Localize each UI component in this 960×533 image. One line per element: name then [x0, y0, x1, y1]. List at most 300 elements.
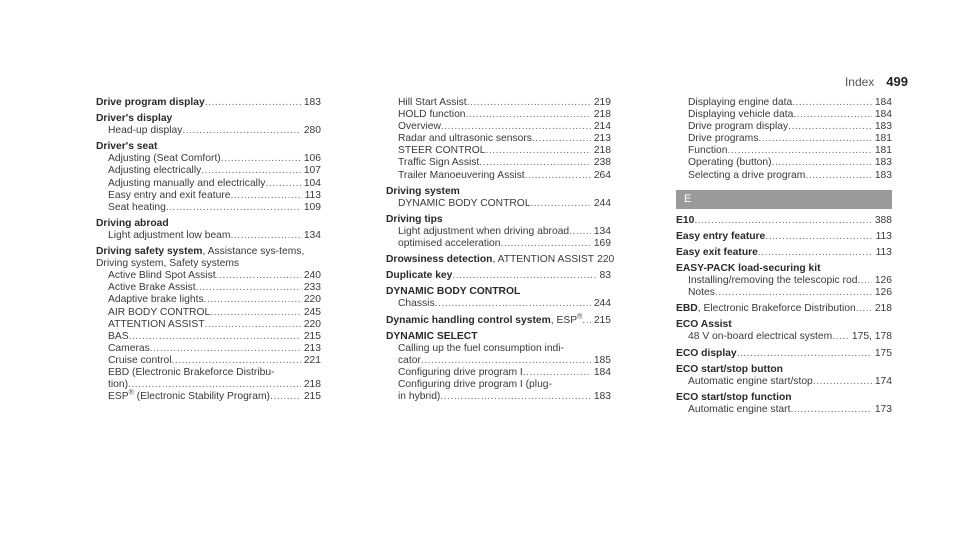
page-reference: 109: [303, 201, 321, 213]
subentry-term-rest: (Electronic Stability Program): [133, 391, 270, 403]
page-reference: 183: [874, 121, 892, 133]
page-reference: 184: [874, 97, 892, 108]
entry-text: [688, 170, 805, 182]
leader-dots: [857, 275, 871, 287]
index-subentry: [96, 230, 321, 242]
page-reference: 183: [593, 391, 611, 403]
page-reference: 83: [599, 270, 611, 282]
entry-text: [108, 282, 196, 294]
index-entry: [676, 392, 892, 404]
entry-term: ECO Assist: [676, 319, 732, 331]
leader-dots: [265, 178, 300, 190]
leader-dots: [728, 145, 872, 157]
entry-reference: , Electronic Brakeforce Distribution: [697, 303, 856, 315]
entry-text: [688, 376, 813, 388]
page-reference: 280: [303, 125, 321, 137]
leader-dots: [790, 404, 871, 416]
leader-dots: [196, 282, 301, 294]
entry-text: [96, 246, 304, 269]
index-subentry: [386, 97, 611, 109]
leader-dots: [813, 376, 872, 388]
subentry-term: EBD (Electronic Brakeforce Distribu-: [108, 366, 275, 378]
leader-dots: [128, 379, 301, 391]
entry-text: [108, 190, 231, 202]
entry-text: [676, 392, 792, 404]
entry-text: [676, 215, 694, 227]
index-subentry: [96, 153, 321, 165]
entry-text: [398, 238, 500, 250]
leader-dots: [569, 226, 591, 238]
index-subentry: [676, 133, 892, 145]
index-entry: [386, 315, 611, 327]
page-reference: 218: [303, 379, 321, 391]
entry-text: [398, 109, 466, 121]
page-reference: 244: [593, 298, 611, 310]
entry-text: [688, 331, 832, 343]
leader-dots: [231, 190, 302, 202]
leader-dots: [715, 287, 872, 299]
entry-text: [386, 214, 443, 226]
leader-dots: [205, 97, 301, 109]
index-subentry: [96, 355, 321, 367]
subentry-term: Easy entry and exit feature: [108, 189, 231, 201]
page-reference: 175: [874, 347, 892, 359]
entry-text: [398, 391, 440, 403]
subentry-term: Head-up display: [108, 125, 183, 137]
index-entry: [386, 331, 611, 343]
page-reference: 104: [303, 177, 321, 189]
leader-dots: [452, 270, 596, 282]
entry-text: [108, 379, 128, 391]
index-column-3: [676, 97, 892, 416]
page-reference: 220: [597, 254, 615, 266]
entry-term: Duplicate key: [386, 270, 453, 282]
index-entry: [386, 286, 611, 298]
page-reference: 233: [303, 282, 321, 294]
index-subentry: [386, 145, 611, 157]
subentry-term: Configuring drive program I (plug-: [398, 378, 552, 390]
index-entry: [96, 218, 321, 230]
entry-term: Driver's display: [96, 113, 173, 125]
entry-text: [108, 355, 172, 367]
index-subentry: [96, 294, 321, 306]
index-entry: [676, 215, 892, 227]
subentry-term: Hill Start Assist: [398, 97, 467, 108]
entry-text: [676, 319, 732, 331]
index-subentry: [386, 298, 611, 310]
entry-text: [688, 287, 715, 299]
subentry-term: Operating (button): [688, 157, 772, 169]
registered-mark: ®: [577, 313, 583, 321]
leader-dots: [694, 215, 871, 227]
index-subentry: [96, 391, 321, 403]
page-reference: 264: [593, 169, 611, 181]
entry-term: DYNAMIC BODY CONTROL: [386, 286, 521, 298]
leader-dots: [150, 343, 301, 355]
entry-text: [108, 165, 201, 177]
leader-dots: [523, 367, 591, 379]
index-subentry: [96, 319, 321, 331]
leader-dots: [486, 145, 591, 157]
page-reference: 240: [303, 270, 321, 282]
entry-text: [108, 230, 231, 242]
leader-dots: [435, 298, 591, 310]
subentry-term: Displaying vehicle data: [688, 109, 794, 121]
entry-term: Easy exit feature: [676, 246, 758, 258]
entry-text: [398, 157, 479, 169]
index-subentry: [96, 367, 321, 379]
index-subentry: [96, 282, 321, 294]
index-subentry: [386, 109, 611, 121]
index-entry: [96, 97, 321, 109]
page-reference: 134: [303, 229, 321, 241]
entry-text: [398, 97, 467, 109]
page-reference: 218: [593, 109, 611, 121]
entry-text: [96, 141, 157, 153]
entry-text: [108, 202, 166, 214]
entry-term: Dynamic handling control system: [386, 314, 551, 326]
subentry-term: Seat heating: [108, 201, 166, 213]
subentry-term: Active Brake Assist: [108, 282, 196, 294]
leader-dots: [172, 355, 301, 367]
entry-reference: , ATTENTION ASSIST: [492, 254, 595, 266]
entry-text: [688, 133, 758, 145]
entry-text: [386, 331, 478, 343]
entry-term: ECO display: [676, 347, 737, 359]
subentry-term: STEER CONTROL: [398, 145, 486, 157]
leader-dots: [758, 133, 871, 145]
entry-text: [676, 231, 765, 243]
subentry-term: Automatic engine start: [688, 403, 791, 415]
page-reference: 174: [874, 375, 892, 387]
subentry-term: Cameras: [108, 342, 150, 354]
subentry-term: DYNAMIC BODY CONTROL: [398, 197, 531, 209]
leader-dots: [793, 109, 871, 121]
page-reference: 238: [593, 157, 611, 169]
entry-term: EBD: [676, 303, 698, 315]
entry-text: [96, 97, 205, 109]
entry-text: [398, 298, 435, 310]
page-reference: 183: [874, 169, 892, 181]
subentry-term: Cruise control: [108, 354, 172, 366]
index-entry: [96, 113, 321, 125]
entry-term: Driving tips: [386, 213, 443, 225]
entry-term: Drowsiness detection: [386, 254, 493, 266]
index-entry: [386, 214, 611, 226]
index-subentry: [96, 125, 321, 137]
leader-dots: [270, 391, 301, 403]
index-subentry: [96, 307, 321, 319]
entry-text: [108, 307, 210, 319]
leader-dots: [582, 315, 591, 327]
page-reference: 219: [593, 97, 611, 108]
page-number: 499: [886, 74, 908, 89]
index-subentry: [386, 133, 611, 145]
page-reference: 185: [593, 354, 611, 366]
entry-text: [398, 367, 523, 379]
index-subentry: [386, 367, 611, 379]
index-subentry: [386, 391, 611, 403]
index-subentry: [676, 275, 892, 287]
entry-term: ECO start/stop function: [676, 391, 792, 403]
leader-dots: [216, 270, 301, 282]
index-subentry: [676, 97, 892, 109]
entry-text: [688, 157, 772, 169]
subentry-term: Calling up the fuel consumption indi-: [398, 342, 564, 354]
leader-dots: [805, 170, 871, 182]
entry-text: [688, 109, 793, 121]
entry-text: [398, 343, 564, 355]
page-reference: 215: [303, 330, 321, 342]
entry-text: [386, 254, 594, 266]
leader-dots: [792, 97, 872, 109]
index-entry: [96, 246, 321, 270]
leader-dots: [832, 331, 849, 343]
page-reference: 173: [874, 403, 892, 415]
leader-dots: [182, 125, 300, 137]
registered-mark: ®: [128, 389, 134, 397]
page-reference: 181: [874, 133, 892, 145]
entry-term: Driving system: [386, 185, 460, 197]
index-entry: [676, 348, 892, 360]
entry-term: DYNAMIC SELECT: [386, 330, 478, 342]
index-subentry: [386, 343, 611, 355]
page-reference: 245: [303, 306, 321, 318]
index-subentry: [386, 121, 611, 133]
subentry-term: BAS: [108, 330, 129, 342]
entry-term: Driving abroad: [96, 217, 169, 229]
leader-dots: [532, 133, 591, 145]
leader-dots: [440, 391, 590, 403]
subentry-term: Drive programs: [688, 133, 759, 145]
entry-text: [688, 97, 792, 109]
subentry-term: optimised acceleration: [398, 238, 501, 250]
leader-dots: [479, 157, 591, 169]
page-reference: 113: [304, 189, 321, 201]
page-reference: 169: [593, 238, 611, 250]
subentry-term: ESP: [108, 391, 129, 403]
leader-dots: [201, 165, 301, 177]
entry-text: [398, 170, 525, 182]
subentry-term: Adjusting electrically: [108, 165, 202, 177]
page-reference: 184: [593, 366, 611, 378]
index-subentry: [386, 226, 611, 238]
leader-dots: [788, 121, 872, 133]
index-entry: [676, 364, 892, 376]
subentry-term: Trailer Manoeuvering Assist: [398, 169, 525, 181]
page-reference: 388: [874, 214, 892, 226]
index-subentry: [386, 170, 611, 182]
index-entry: [96, 141, 321, 153]
index-subentry: [676, 145, 892, 157]
page-reference: 113: [875, 230, 892, 242]
entry-text: [108, 367, 275, 379]
subentry-term: Function: [688, 145, 728, 157]
entry-text: [398, 198, 531, 210]
entry-term: E10: [676, 214, 695, 226]
subentry-term: Drive program display: [688, 121, 789, 133]
index-subentry: [676, 331, 892, 343]
subentry-term: Automatic engine start/stop: [688, 375, 813, 387]
page-reference: 184: [874, 109, 892, 121]
leader-dots: [204, 294, 301, 306]
subentry-term: Selecting a drive program: [688, 169, 806, 181]
index-column-1: [96, 97, 321, 403]
index-subentry: [676, 170, 892, 182]
page-reference: 106: [303, 153, 321, 165]
subentry-term: Configuring drive program I: [398, 366, 523, 378]
entry-reference: , ESP: [550, 314, 578, 326]
entry-term: Drive program display: [96, 97, 205, 108]
leader-dots: [765, 231, 872, 243]
page-reference: 220: [303, 294, 321, 306]
index-entry: [676, 303, 892, 315]
index-entry: [386, 254, 615, 266]
entry-text: [398, 226, 569, 238]
page-reference: 215: [303, 391, 321, 403]
leader-dots: [856, 303, 872, 315]
subentry-term: cator: [398, 354, 421, 366]
entry-text: [386, 186, 460, 198]
page-reference: 221: [303, 354, 321, 366]
leader-dots: [205, 319, 301, 331]
entry-text: [108, 391, 270, 403]
index-subentry: [676, 109, 892, 121]
index-subentry: [96, 165, 321, 177]
entry-term: ECO start/stop button: [676, 363, 783, 375]
leader-dots: [466, 109, 591, 121]
page-reference: 218: [593, 145, 611, 157]
page-reference: 214: [593, 121, 611, 133]
index-subentry: [96, 190, 321, 202]
page-header: [845, 74, 908, 89]
entry-text: [398, 145, 486, 157]
entry-reference: , Assistance sys-tems, Driving system, Safety systems: [96, 246, 305, 270]
entry-text: [108, 270, 216, 282]
leader-dots: [441, 121, 591, 133]
index-subentry: [96, 270, 321, 282]
subentry-term: ATTENTION ASSIST: [108, 318, 205, 330]
entry-text: [108, 178, 265, 190]
index-subentry: [96, 178, 321, 190]
index-subentry: [676, 404, 892, 416]
index-entry: [676, 263, 892, 275]
entry-text: [688, 145, 728, 157]
leader-dots: [500, 238, 590, 250]
index-subentry: [386, 379, 611, 391]
entry-text: [108, 125, 182, 137]
leader-dots: [421, 355, 591, 367]
subentry-term: AIR BODY CONTROL: [108, 306, 211, 318]
subentry-term: 48 V on-board electrical system: [688, 331, 833, 343]
subentry-term: Active Blind Spot Assist: [108, 270, 216, 282]
index-subentry: [386, 355, 611, 367]
entry-text: [676, 348, 737, 360]
index-subentry: [96, 343, 321, 355]
index-subentry: [676, 121, 892, 133]
entry-text: [386, 270, 452, 282]
subentry-term: Displaying engine data: [688, 97, 793, 108]
page-reference: 134: [593, 225, 611, 237]
leader-dots: [531, 198, 591, 210]
entry-text: [688, 275, 857, 287]
index-entry: [676, 319, 892, 331]
subentry-term: in hybrid): [398, 391, 441, 403]
index-subentry: [386, 157, 611, 169]
entry-text: [108, 343, 150, 355]
entry-text: [398, 379, 552, 391]
leader-dots: [210, 307, 301, 319]
entry-text: [676, 247, 758, 259]
entry-text: [386, 286, 520, 298]
index-subentry: [676, 376, 892, 388]
leader-dots: [129, 331, 301, 343]
entry-text: [108, 294, 204, 306]
page-reference: 213: [303, 342, 321, 354]
page-reference: 126: [874, 275, 892, 287]
subentry-term: Traffic Sign Assist: [398, 157, 480, 169]
subentry-term: Overview: [398, 121, 441, 133]
index-entry: [386, 186, 611, 198]
section-letter-bar: E: [676, 190, 892, 209]
entry-term: Driver's seat: [96, 141, 158, 153]
page-reference: 175, 178: [851, 331, 892, 343]
page-reference: 218: [874, 303, 892, 315]
leader-dots: [221, 153, 301, 165]
page-reference: 113: [875, 246, 892, 258]
index-entry: [676, 247, 892, 259]
index-subentry: [386, 198, 611, 210]
page-reference: 244: [593, 197, 611, 209]
entry-text: [398, 133, 532, 145]
index-title: Index: [844, 75, 875, 89]
subentry-term: Adjusting (Seat Comfort): [108, 153, 221, 165]
subentry-term: Light adjustment when driving abroad: [398, 225, 570, 237]
entry-text: [688, 121, 788, 133]
page-reference: 183: [303, 97, 321, 108]
leader-dots: [467, 97, 591, 109]
page-reference: 107: [303, 165, 321, 177]
entry-text: [676, 263, 821, 275]
entry-text: [688, 404, 790, 416]
page-reference: 126: [874, 287, 892, 299]
index-entry: [386, 270, 611, 282]
leader-dots: [772, 157, 872, 169]
subentry-term: Chassis: [398, 298, 435, 310]
leader-dots: [525, 170, 591, 182]
subentry-term: Radar and ultrasonic sensors: [398, 133, 532, 145]
index-subentry: [386, 238, 611, 250]
subentry-term: HOLD function: [398, 109, 466, 121]
page-reference: 213: [593, 133, 611, 145]
entry-text: [108, 331, 129, 343]
entry-term: EASY-PACK load-securing kit: [676, 262, 821, 274]
page-reference: 220: [303, 318, 321, 330]
entry-text: [108, 319, 205, 331]
subentry-term: Installing/removing the telescopic rod: [688, 275, 858, 287]
page-reference: 181: [874, 145, 892, 157]
index-subentry: [96, 202, 321, 214]
index-entry: [676, 231, 892, 243]
index-subentry: [676, 287, 892, 299]
entry-text: [386, 315, 582, 327]
page-reference: 215: [593, 314, 611, 326]
entry-term: Driving safety system: [96, 246, 203, 258]
entry-text: [96, 113, 172, 125]
subentry-term: Adaptive brake lights: [108, 294, 204, 306]
entry-text: [676, 364, 783, 376]
subentry-term: Notes: [688, 287, 715, 299]
